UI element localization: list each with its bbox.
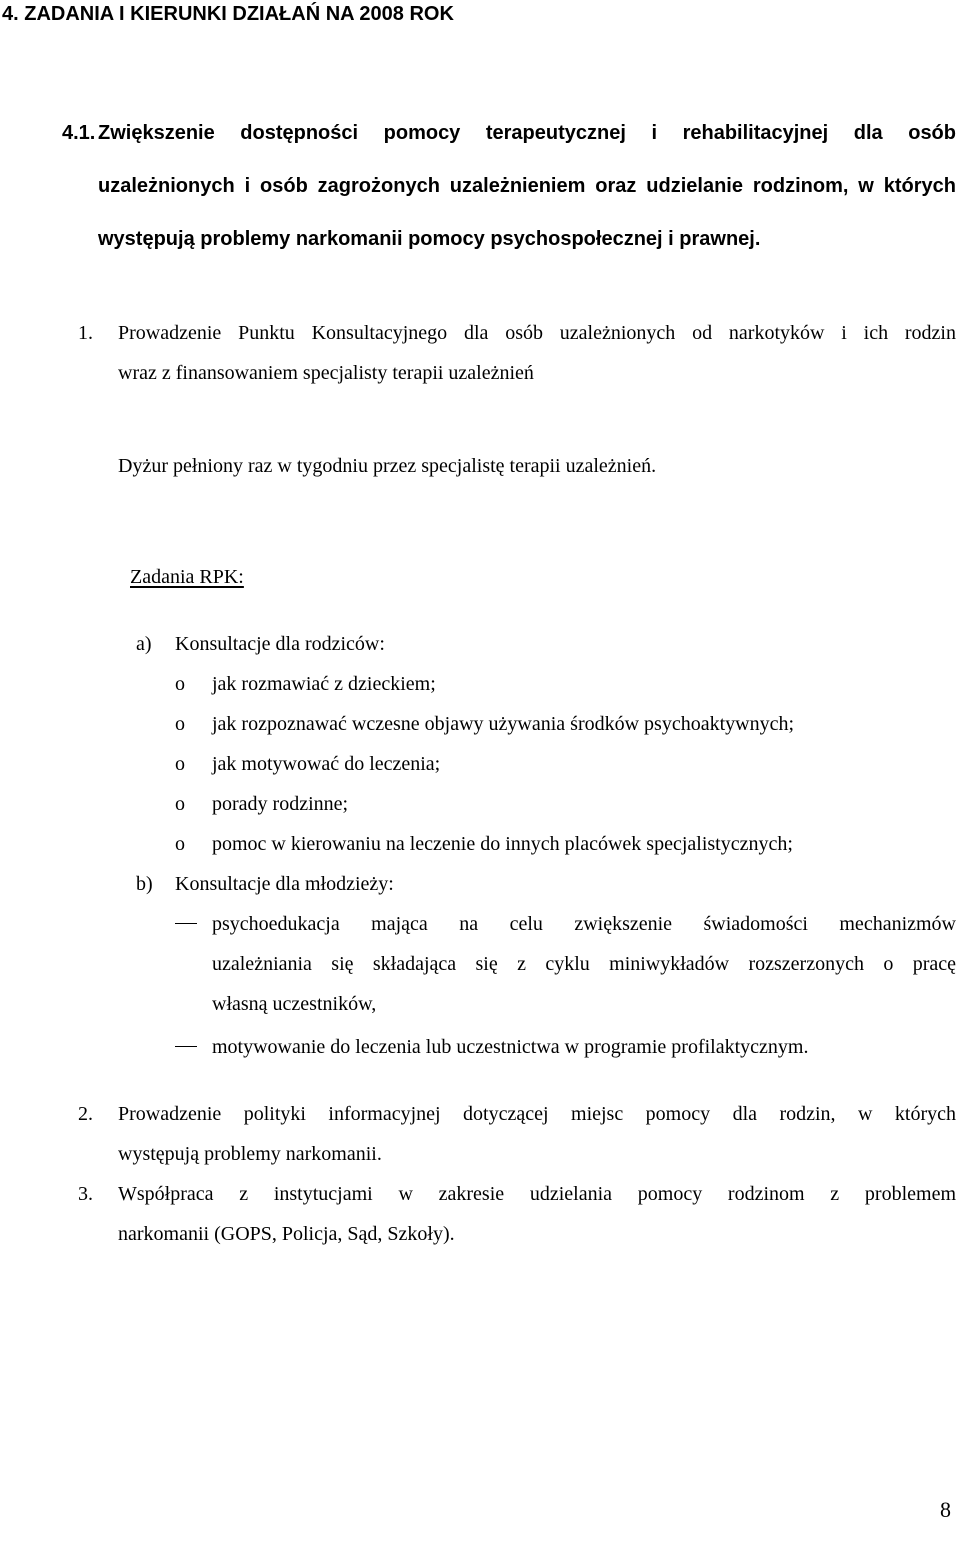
subsection-title-line: występują problemy narkomanii pomocy psychospołecznej i prawnej. (98, 228, 761, 250)
dash-bullet (175, 1046, 197, 1047)
list-item-line: psychoedukacja mająca na celu zwiększenie świadomości mechanizmów (212, 913, 956, 935)
item-1-line: Prowadzenie Punktu Konsultacyjnego dla osób uzależnionych od narkotyków i ich rodzin (118, 322, 956, 344)
tasks-title: Zadania RPK: (130, 566, 244, 588)
subitem-b-label: b) (136, 873, 153, 895)
dash-bullet (175, 923, 197, 924)
list-item: jak motywować do leczenia; (212, 753, 441, 775)
item-2-line: występują problemy narkomanii. (118, 1143, 382, 1165)
list-item: porady rodzinne; (212, 793, 349, 815)
section-heading: 4. ZADANIA I KIERUNKI DZIAŁAŃ NA 2008 ROK (2, 3, 454, 25)
subsection-number: 4.1. (62, 122, 96, 144)
subitem-b-title: Konsultacje dla młodzieży: (175, 873, 394, 895)
list-item: jak rozmawiać z dzieckiem; (212, 673, 436, 695)
page-number: 8 (940, 1497, 951, 1522)
list-item: jak rozpoznawać wczesne objawy używania środków psychoaktywnych; (212, 713, 795, 735)
item-1-line: wraz z finansowaniem specjalisty terapii uzależnień (118, 362, 534, 384)
list-item-line: uzależniania się składająca się z cyklu miniwykładów rozszerzonych o pracę (212, 953, 956, 975)
item-3-line: Współpraca z instytucjami w zakresie udzielania pomocy rodzinom z problemem (118, 1183, 956, 1205)
item-3-number: 3. (78, 1183, 93, 1205)
bullet-marker: o (175, 833, 185, 855)
bullet-marker: o (175, 793, 185, 815)
item-2-number: 2. (78, 1103, 93, 1125)
item-3-line: narkomanii (GOPS, Policja, Sąd, Szkoły). (118, 1223, 455, 1245)
item-1-number: 1. (78, 322, 93, 344)
list-item: pomoc w kierowaniu na leczenie do innych placówek specjalistycznych; (212, 833, 793, 855)
subitem-a-title: Konsultacje dla rodziców: (175, 633, 385, 655)
bullet-marker: o (175, 753, 185, 775)
bullet-marker: o (175, 713, 185, 735)
bullet-marker: o (175, 673, 185, 695)
duty-note: Dyżur pełniony raz w tygodniu przez specjalistę terapii uzależnień. (118, 455, 657, 477)
subsection-title-line: uzależnionych i osób zagrożonych uzależnieniem oraz udzielanie rodzinom, w których (98, 175, 956, 197)
subitem-a-label: a) (136, 633, 152, 655)
item-2-line: Prowadzenie polityki informacyjnej dotyczącej miejsc pomocy dla rodzin, w których (118, 1103, 956, 1125)
subsection-title-line: Zwiększenie dostępności pomocy terapeutycznej i rehabilitacyjnej dla osób (98, 122, 956, 144)
list-item-line: motywowanie do leczenia lub uczestnictwa w programie profilaktycznym. (212, 1036, 809, 1058)
list-item-line: własną uczestników, (212, 993, 377, 1015)
